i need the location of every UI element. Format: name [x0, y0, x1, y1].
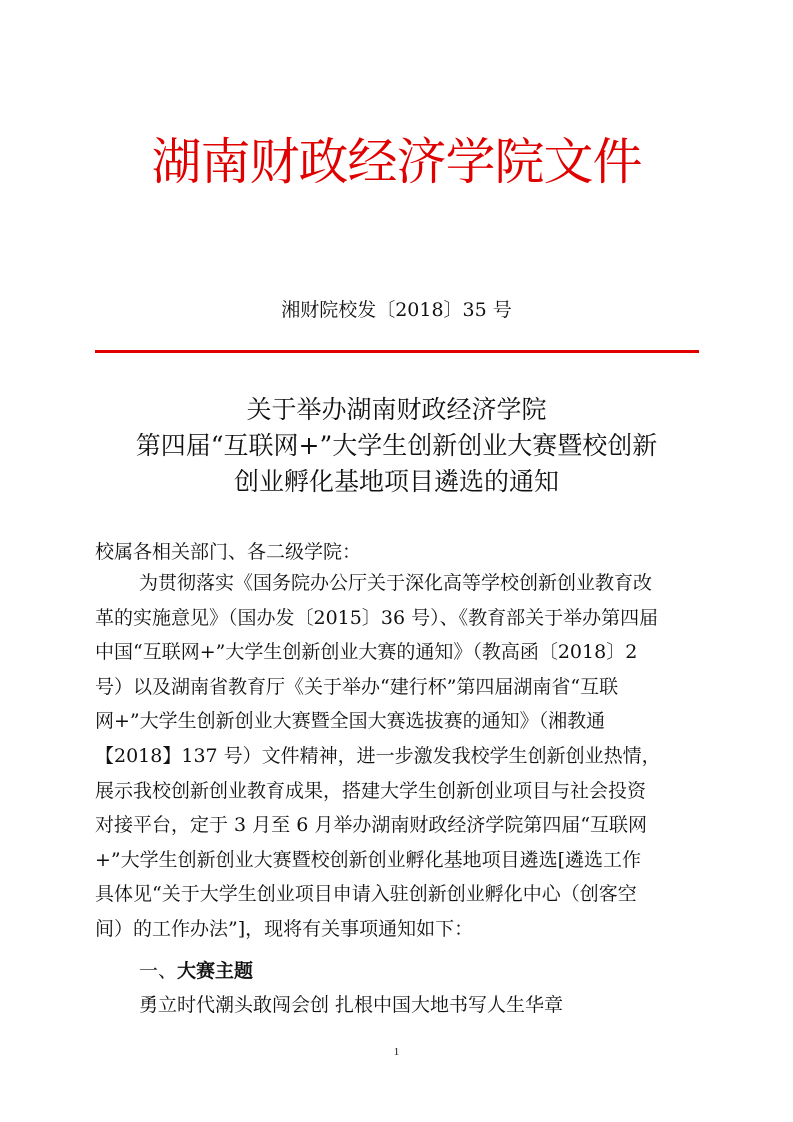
- notice-title-line-1: 关于举办湖南财政经济学院: [246, 395, 547, 424]
- red-separator-line: [95, 350, 699, 353]
- contest-theme: 勇立时代潮头敢闯会创 扎根中国大地书写人生华章: [139, 994, 564, 1016]
- masthead-title: 湖南财政经济学院文件: [151, 133, 642, 191]
- addressee: 校属各相关部门、各二级学院：: [95, 541, 362, 563]
- section-heading: [139, 956, 253, 986]
- paragraph-line: 网+”大学生创新创业大赛暨全国大赛选拔赛的通知》（湘教通: [95, 710, 606, 733]
- notice-title-line-3: 创业孵化基地项目遴选的通知: [233, 467, 559, 496]
- page-number: 1: [393, 1046, 400, 1058]
- paragraph-line: +”大学生创新创业大赛暨校创新创业孵化基地项目遴选[遴选工作: [95, 848, 642, 871]
- paragraph-line: 号）以及湖南省教育厅《关于举办“建行杯”第四届湖南省“互联: [95, 675, 619, 698]
- paragraph-line: 对接平台，定于 3 月至 6 月举办湖南财政经济学院第四届“互联网: [95, 814, 648, 837]
- section-number: 一、: [139, 960, 178, 982]
- paragraph-line: 为贯彻落实《国务院办公厅关于深化高等学校创新创业教育改: [139, 572, 653, 594]
- notice-title: [70, 392, 723, 500]
- document-number: 湘财院校发〔2018〕35 号: [281, 299, 512, 321]
- paragraph-line: 展示我校创新创业教育成果，搭建大学生创新创业项目与社会投资: [95, 779, 647, 802]
- paragraph-line: 具体见“关于大学生创业项目申请入驻创新创业孵化中心（创客空: [95, 883, 637, 906]
- paragraph-line: 革的实施意见》（国办发〔2015〕36 号）、《教育部关于举办第四届: [95, 606, 659, 629]
- body-paragraph: [95, 566, 715, 947]
- section-heading-text: 大赛主题: [177, 960, 254, 982]
- paragraph-line: 间）的工作办法”]，现将有关事项通知如下：: [95, 917, 474, 940]
- notice-title-line-2: 第四届“互联网+”大学生创新创业大赛暨校创新: [135, 431, 658, 460]
- paragraph-line: 【2018】137 号）文件精神，进一步激发我校学生创新创业热情，: [95, 744, 661, 767]
- paragraph-line: 中国“互联网+”大学生创新创业大赛的通知》（教高函〔2018〕2: [95, 641, 638, 664]
